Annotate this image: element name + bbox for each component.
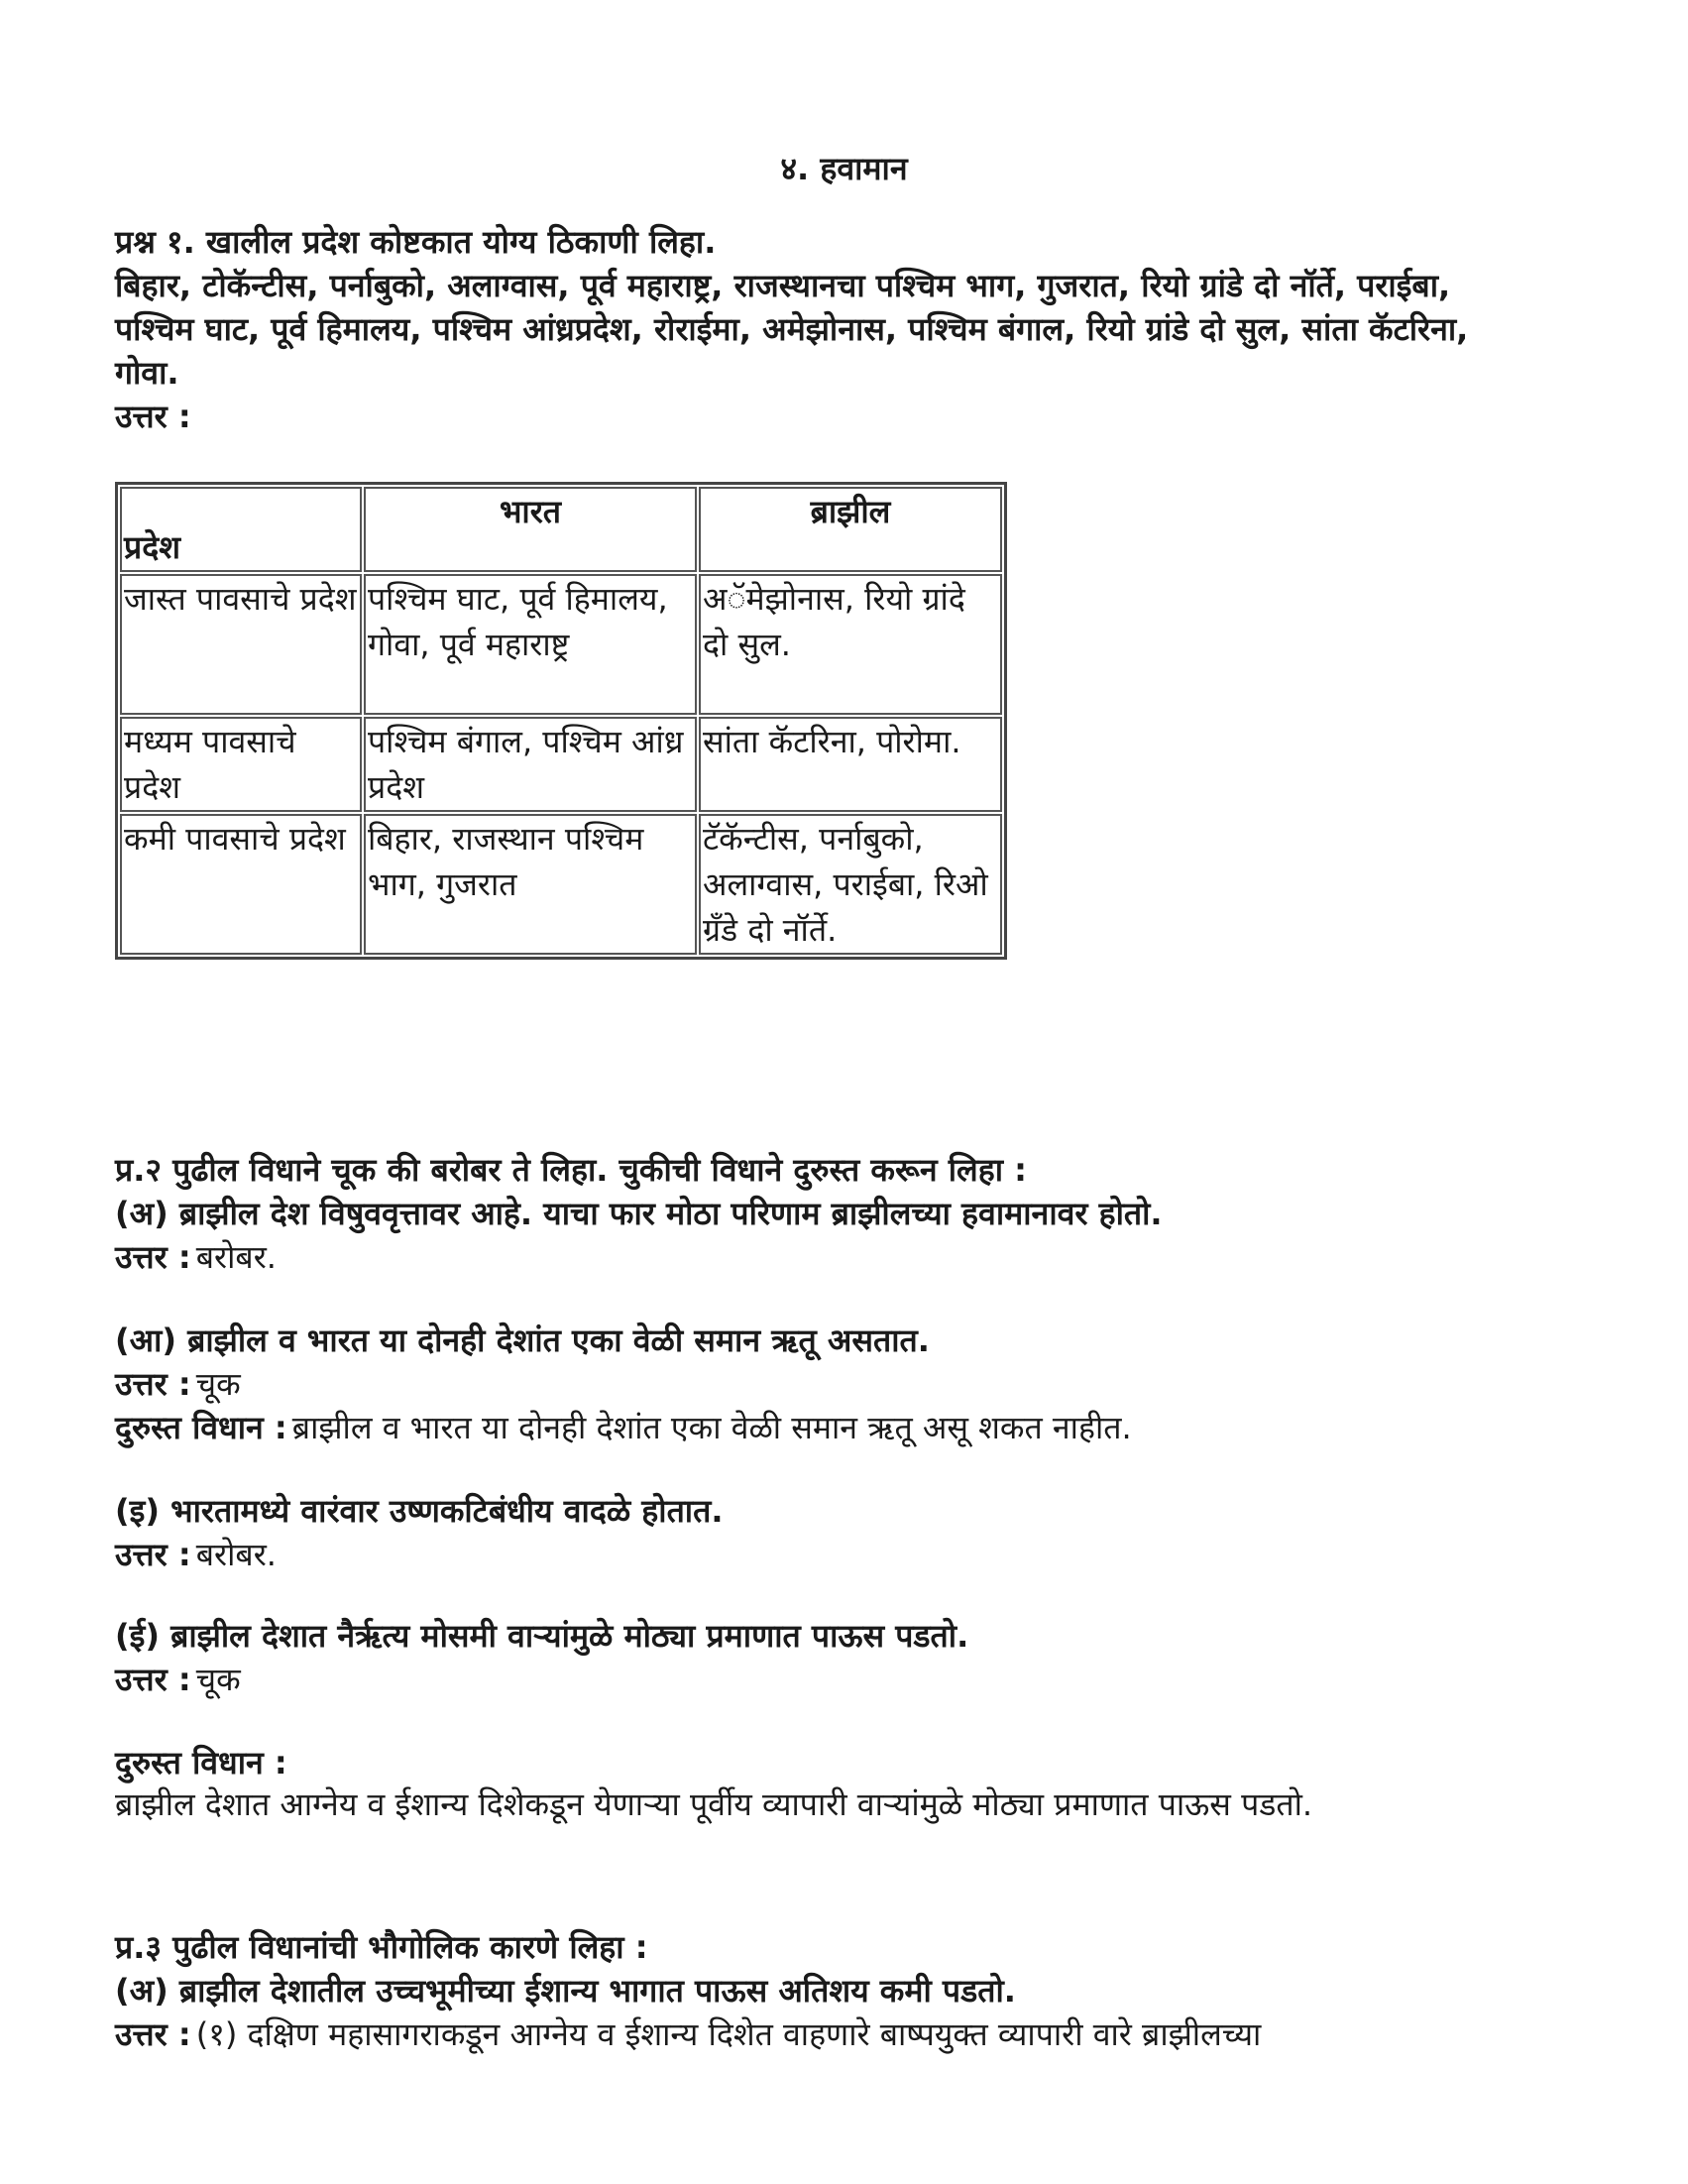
- q2-i-answer: [115, 1533, 1582, 1576]
- q2-heading: प्र.२ पुढील विधाने चूक की बरोबर ते लिहा. चुकीची विधाने दुरुस्त करून लिहा :: [115, 1151, 1027, 1189]
- q2-a-statement: (अ) ब्राझील देश विषुववृत्तावर आहे. याचा फार मोठा परिणाम ब्राझीलच्या हवामानावर होतो.: [115, 1195, 1163, 1232]
- answer-label: उत्तर :: [115, 2015, 191, 2053]
- q2-ii-answer: [115, 1658, 1582, 1701]
- q2-i-statement: (इ) भारतामध्ये वारंवार उष्णकटिबंधीय वादळे होतात.: [115, 1492, 724, 1530]
- table-header-row: [120, 487, 1002, 572]
- rainfall-regions-table: [115, 482, 1007, 960]
- q2-ii-correction-label: दुरुस्त विधान :: [115, 1744, 287, 1782]
- answer-text: बरोबर.: [195, 1238, 277, 1276]
- q1-question: प्रश्न १. खालील प्रदेश कोष्टकात योग्य ठिकाणी लिहा.: [115, 223, 717, 261]
- q2-aa-statement: (आ) ब्राझील व भारत या दोनही देशांत एका वेळी समान ऋतू असतात.: [115, 1322, 930, 1359]
- answer-text: बरोबर.: [195, 1536, 277, 1573]
- q2-aa-correction: [115, 1406, 1582, 1449]
- q3-heading: प्र.३ पुढील विधानांची भौगोलिक कारणे लिहा :: [115, 1928, 648, 1966]
- table-row: [120, 814, 1002, 955]
- q2-ii-statement: (ई) ब्राझील देशात नैर्ऋत्य मोसमी वाऱ्यांमुळे मोठ्या प्रमाणात पाऊस पडतो.: [115, 1617, 969, 1655]
- table-cell: पश्चिम घाट, पूर्व हिमालय, गोवा, पूर्व महाराष्ट्र: [364, 574, 697, 715]
- correction-text: ब्राझील व भारत या दोनही देशांत एका वेळी समान ऋतू असू शकत नाहीत.: [291, 1409, 1132, 1446]
- table-row: [120, 574, 1002, 715]
- table-cell: बिहार, राजस्थान पश्चिम भाग, गुजरात: [364, 814, 697, 955]
- q1-answer-label: उत्तर :: [115, 398, 191, 435]
- q2-ii-correction-text: ब्राझील देशात आग्नेय व ईशान्य दिशेकडून येणाऱ्या पूर्वीय व्यापारी वाऱ्यांमुळे मोठ्या प्रमाणात पाऊस पडतो.: [115, 1785, 1313, 1823]
- table-header-cell: भारत: [364, 487, 697, 572]
- table-cell: अॅमेझोनास, रियो ग्रांदे दो सुल.: [699, 574, 1002, 715]
- q3-a-answer: [115, 2012, 1582, 2056]
- table-cell: मध्यम पावसाचे प्रदेश: [120, 717, 362, 812]
- table-cell: जास्त पावसाचे प्रदेश: [120, 574, 362, 715]
- q2-aa-answer: [115, 1362, 1582, 1406]
- table-cell: पश्चिम बंगाल, पश्चिम आंध्र प्रदेश: [364, 717, 697, 812]
- answer-text: चूक: [195, 1365, 241, 1403]
- q3-a-statement: (अ) ब्राझील देशातील उच्चभूमीच्या ईशान्य भागात पाऊस अतिशय कमी पडतो.: [115, 1972, 1016, 2010]
- answer-label: उत्तर :: [115, 1661, 191, 1698]
- q2-a-answer: [115, 1235, 1582, 1279]
- answer-label: उत्तर :: [115, 1536, 191, 1573]
- chapter-title: ४. हवामान: [780, 150, 908, 187]
- table-cell: कमी पावसाचे प्रदेश: [120, 814, 362, 955]
- table-row: [120, 717, 1002, 812]
- table-header-cell: ब्राझील: [699, 487, 1002, 572]
- table-cell: टॅकॅन्टीस, पर्नाबुको, अलाग्वास, पराईबा, रिओ ग्रॅंडे दो नॉर्ते.: [699, 814, 1002, 955]
- q1-region-list: बिहार, टोकॅन्टीस, पर्नाबुको, अलाग्वास, पूर्व महाराष्ट्र, राजस्थानचा पश्चिम भाग, गुजरात, रियो ग्रांडे दो नॉर्ते, पराईबा, पश्चिम घाट, पूर्व हिमालय, पश्चिम आंध्रप्रदेश, रोराईमा, अमेझोनास, पश्चिम बंगाल, रियो ग्रांडे दो सुल, सांता कॅटरिना, गोवा.: [115, 267, 1469, 392]
- answer-label: उत्तर :: [115, 1365, 191, 1403]
- answer-text: (१) दक्षिण महासागराकडून आग्नेय व ईशान्य दिशेत वाहणारे बाष्पयुक्त व्यापारी वारे ब्राझीलच्या: [195, 2015, 1262, 2053]
- table-header-cell: प्रदेश: [120, 487, 362, 572]
- correction-label: दुरुस्त विधान :: [115, 1409, 287, 1446]
- table-cell: सांता कॅटरिना, पोरोमा.: [699, 717, 1002, 812]
- answer-label: उत्तर :: [115, 1238, 191, 1276]
- answer-text: चूक: [195, 1661, 241, 1698]
